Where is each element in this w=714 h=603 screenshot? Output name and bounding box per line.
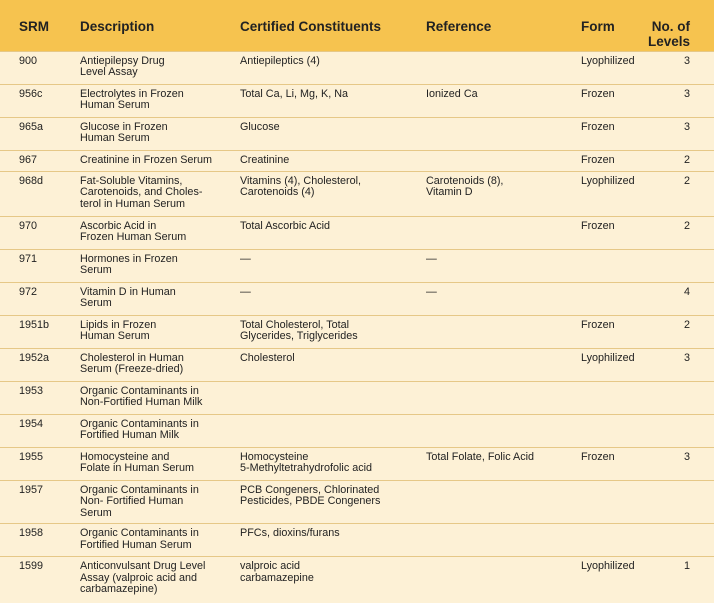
cell-form <box>562 415 644 448</box>
cell-description: Vitamin D in Human Serum <box>62 283 221 316</box>
cell-reference: Ionized Ca <box>407 85 562 118</box>
table-row <box>0 349 714 382</box>
cell-certified: valproic acid carbamazepine <box>221 557 407 602</box>
table-row <box>0 85 714 118</box>
cell-form: Frozen <box>562 118 644 151</box>
cell-certified: PFCs, dioxins/furans <box>221 524 407 557</box>
cell-description: Organic Contaminants in Non-Fortified Human Milk <box>62 382 221 415</box>
cell-levels: 3 <box>644 448 714 481</box>
cell-srm: 1954 <box>0 415 62 448</box>
cell-levels: 2 <box>644 151 714 172</box>
cell-srm: 967 <box>0 151 62 172</box>
cell-srm: 1599 <box>0 557 62 602</box>
cell-levels: 3 <box>644 52 714 85</box>
cell-certified: Homocysteine 5-Methyltetrahydrofolic acid <box>221 448 407 481</box>
cell-form: Frozen <box>562 85 644 118</box>
cell-form: Lyophilized <box>562 52 644 85</box>
table-row <box>0 283 714 316</box>
table-body <box>0 52 714 602</box>
cell-description: Electrolytes in Frozen Human Serum <box>62 85 221 118</box>
cell-levels: 2 <box>644 172 714 217</box>
header-form: Form <box>562 0 644 52</box>
cell-srm: 1952a <box>0 349 62 382</box>
cell-description: Antiepilepsy Drug Level Assay <box>62 52 221 85</box>
cell-certified: Antiepileptics (4) <box>221 52 407 85</box>
cell-reference: — <box>407 250 562 283</box>
table-row <box>0 557 714 602</box>
cell-levels: 3 <box>644 349 714 382</box>
cell-reference: Total Folate, Folic Acid <box>407 448 562 481</box>
cell-certified: — <box>221 250 407 283</box>
cell-levels <box>644 250 714 283</box>
header-srm: SRM <box>0 0 62 52</box>
cell-reference <box>407 382 562 415</box>
header-description: Description <box>62 0 221 52</box>
cell-description: Organic Contaminants in Fortified Human Serum <box>62 524 221 557</box>
cell-srm: 1953 <box>0 382 62 415</box>
cell-certified: Glucose <box>221 118 407 151</box>
cell-srm: 1951b <box>0 316 62 349</box>
cell-form: Lyophilized <box>562 349 644 382</box>
cell-srm: 970 <box>0 217 62 250</box>
cell-form <box>562 382 644 415</box>
cell-form: Frozen <box>562 151 644 172</box>
table-row <box>0 118 714 151</box>
table-row <box>0 382 714 415</box>
cell-reference <box>407 415 562 448</box>
table-row <box>0 316 714 349</box>
cell-certified <box>221 382 407 415</box>
cell-certified: Total Ascorbic Acid <box>221 217 407 250</box>
cell-reference <box>407 52 562 85</box>
cell-srm: 972 <box>0 283 62 316</box>
table-row <box>0 151 714 172</box>
cell-certified: Total Ca, Li, Mg, K, Na <box>221 85 407 118</box>
cell-certified: — <box>221 283 407 316</box>
cell-description: Glucose in Frozen Human Serum <box>62 118 221 151</box>
cell-srm: 1958 <box>0 524 62 557</box>
header-row <box>0 0 714 52</box>
table-row <box>0 481 714 524</box>
cell-certified: Vitamins (4), Cholesterol, Carotenoids (4) <box>221 172 407 217</box>
cell-form <box>562 250 644 283</box>
cell-form <box>562 481 644 524</box>
cell-form <box>562 283 644 316</box>
cell-reference <box>407 524 562 557</box>
cell-levels: 3 <box>644 118 714 151</box>
cell-reference <box>407 217 562 250</box>
cell-form: Frozen <box>562 448 644 481</box>
cell-certified: Creatinine <box>221 151 407 172</box>
cell-srm: 1957 <box>0 481 62 524</box>
cell-levels <box>644 524 714 557</box>
table-row <box>0 524 714 557</box>
cell-levels: 3 <box>644 85 714 118</box>
cell-certified: Cholesterol <box>221 349 407 382</box>
cell-description: Lipids in Frozen Human Serum <box>62 316 221 349</box>
cell-srm: 965a <box>0 118 62 151</box>
cell-levels: 4 <box>644 283 714 316</box>
table-row <box>0 172 714 217</box>
table-row <box>0 250 714 283</box>
table-row <box>0 415 714 448</box>
table-row <box>0 52 714 85</box>
cell-form <box>562 524 644 557</box>
cell-levels: 2 <box>644 316 714 349</box>
cell-levels: 2 <box>644 217 714 250</box>
header-levels: No. of Levels <box>644 0 714 52</box>
cell-certified: Total Cholesterol, Total Glycerides, Triglycerides <box>221 316 407 349</box>
cell-reference <box>407 557 562 602</box>
cell-form: Frozen <box>562 316 644 349</box>
table-row <box>0 448 714 481</box>
cell-description: Fat-Soluble Vitamins, Carotenoids, and Choles- terol in Human Serum <box>62 172 221 217</box>
cell-description: Homocysteine and Folate in Human Serum <box>62 448 221 481</box>
cell-levels <box>644 481 714 524</box>
cell-certified: PCB Congeners, Chlorinated Pesticides, PBDE Congeners <box>221 481 407 524</box>
cell-reference <box>407 118 562 151</box>
cell-form: Frozen <box>562 217 644 250</box>
cell-form: Lyophilized <box>562 172 644 217</box>
cell-reference: Carotenoids (8), Vitamin D <box>407 172 562 217</box>
table-header <box>0 0 714 52</box>
cell-reference <box>407 151 562 172</box>
cell-srm: 971 <box>0 250 62 283</box>
table-row <box>0 217 714 250</box>
cell-description: Organic Contaminants in Fortified Human Milk <box>62 415 221 448</box>
cell-reference <box>407 316 562 349</box>
cell-reference: — <box>407 283 562 316</box>
cell-description: Ascorbic Acid in Frozen Human Serum <box>62 217 221 250</box>
cell-reference <box>407 349 562 382</box>
cell-levels <box>644 382 714 415</box>
cell-srm: 968d <box>0 172 62 217</box>
cell-levels: 1 <box>644 557 714 602</box>
cell-form: Lyophilized <box>562 557 644 602</box>
cell-certified <box>221 415 407 448</box>
cell-srm: 900 <box>0 52 62 85</box>
cell-description: Organic Contaminants in Non- Fortified Human Serum <box>62 481 221 524</box>
cell-srm: 956c <box>0 85 62 118</box>
cell-reference <box>407 481 562 524</box>
cell-description: Cholesterol in Human Serum (Freeze-dried) <box>62 349 221 382</box>
header-reference: Reference <box>407 0 562 52</box>
cell-description: Anticonvulsant Drug Level Assay (valproic acid and carbamazepine) <box>62 557 221 602</box>
cell-levels <box>644 415 714 448</box>
cell-description: Creatinine in Frozen Serum <box>62 151 221 172</box>
header-certified-constituents: Certified Constituents <box>221 0 407 52</box>
cell-srm: 1955 <box>0 448 62 481</box>
cell-description: Hormones in Frozen Serum <box>62 250 221 283</box>
